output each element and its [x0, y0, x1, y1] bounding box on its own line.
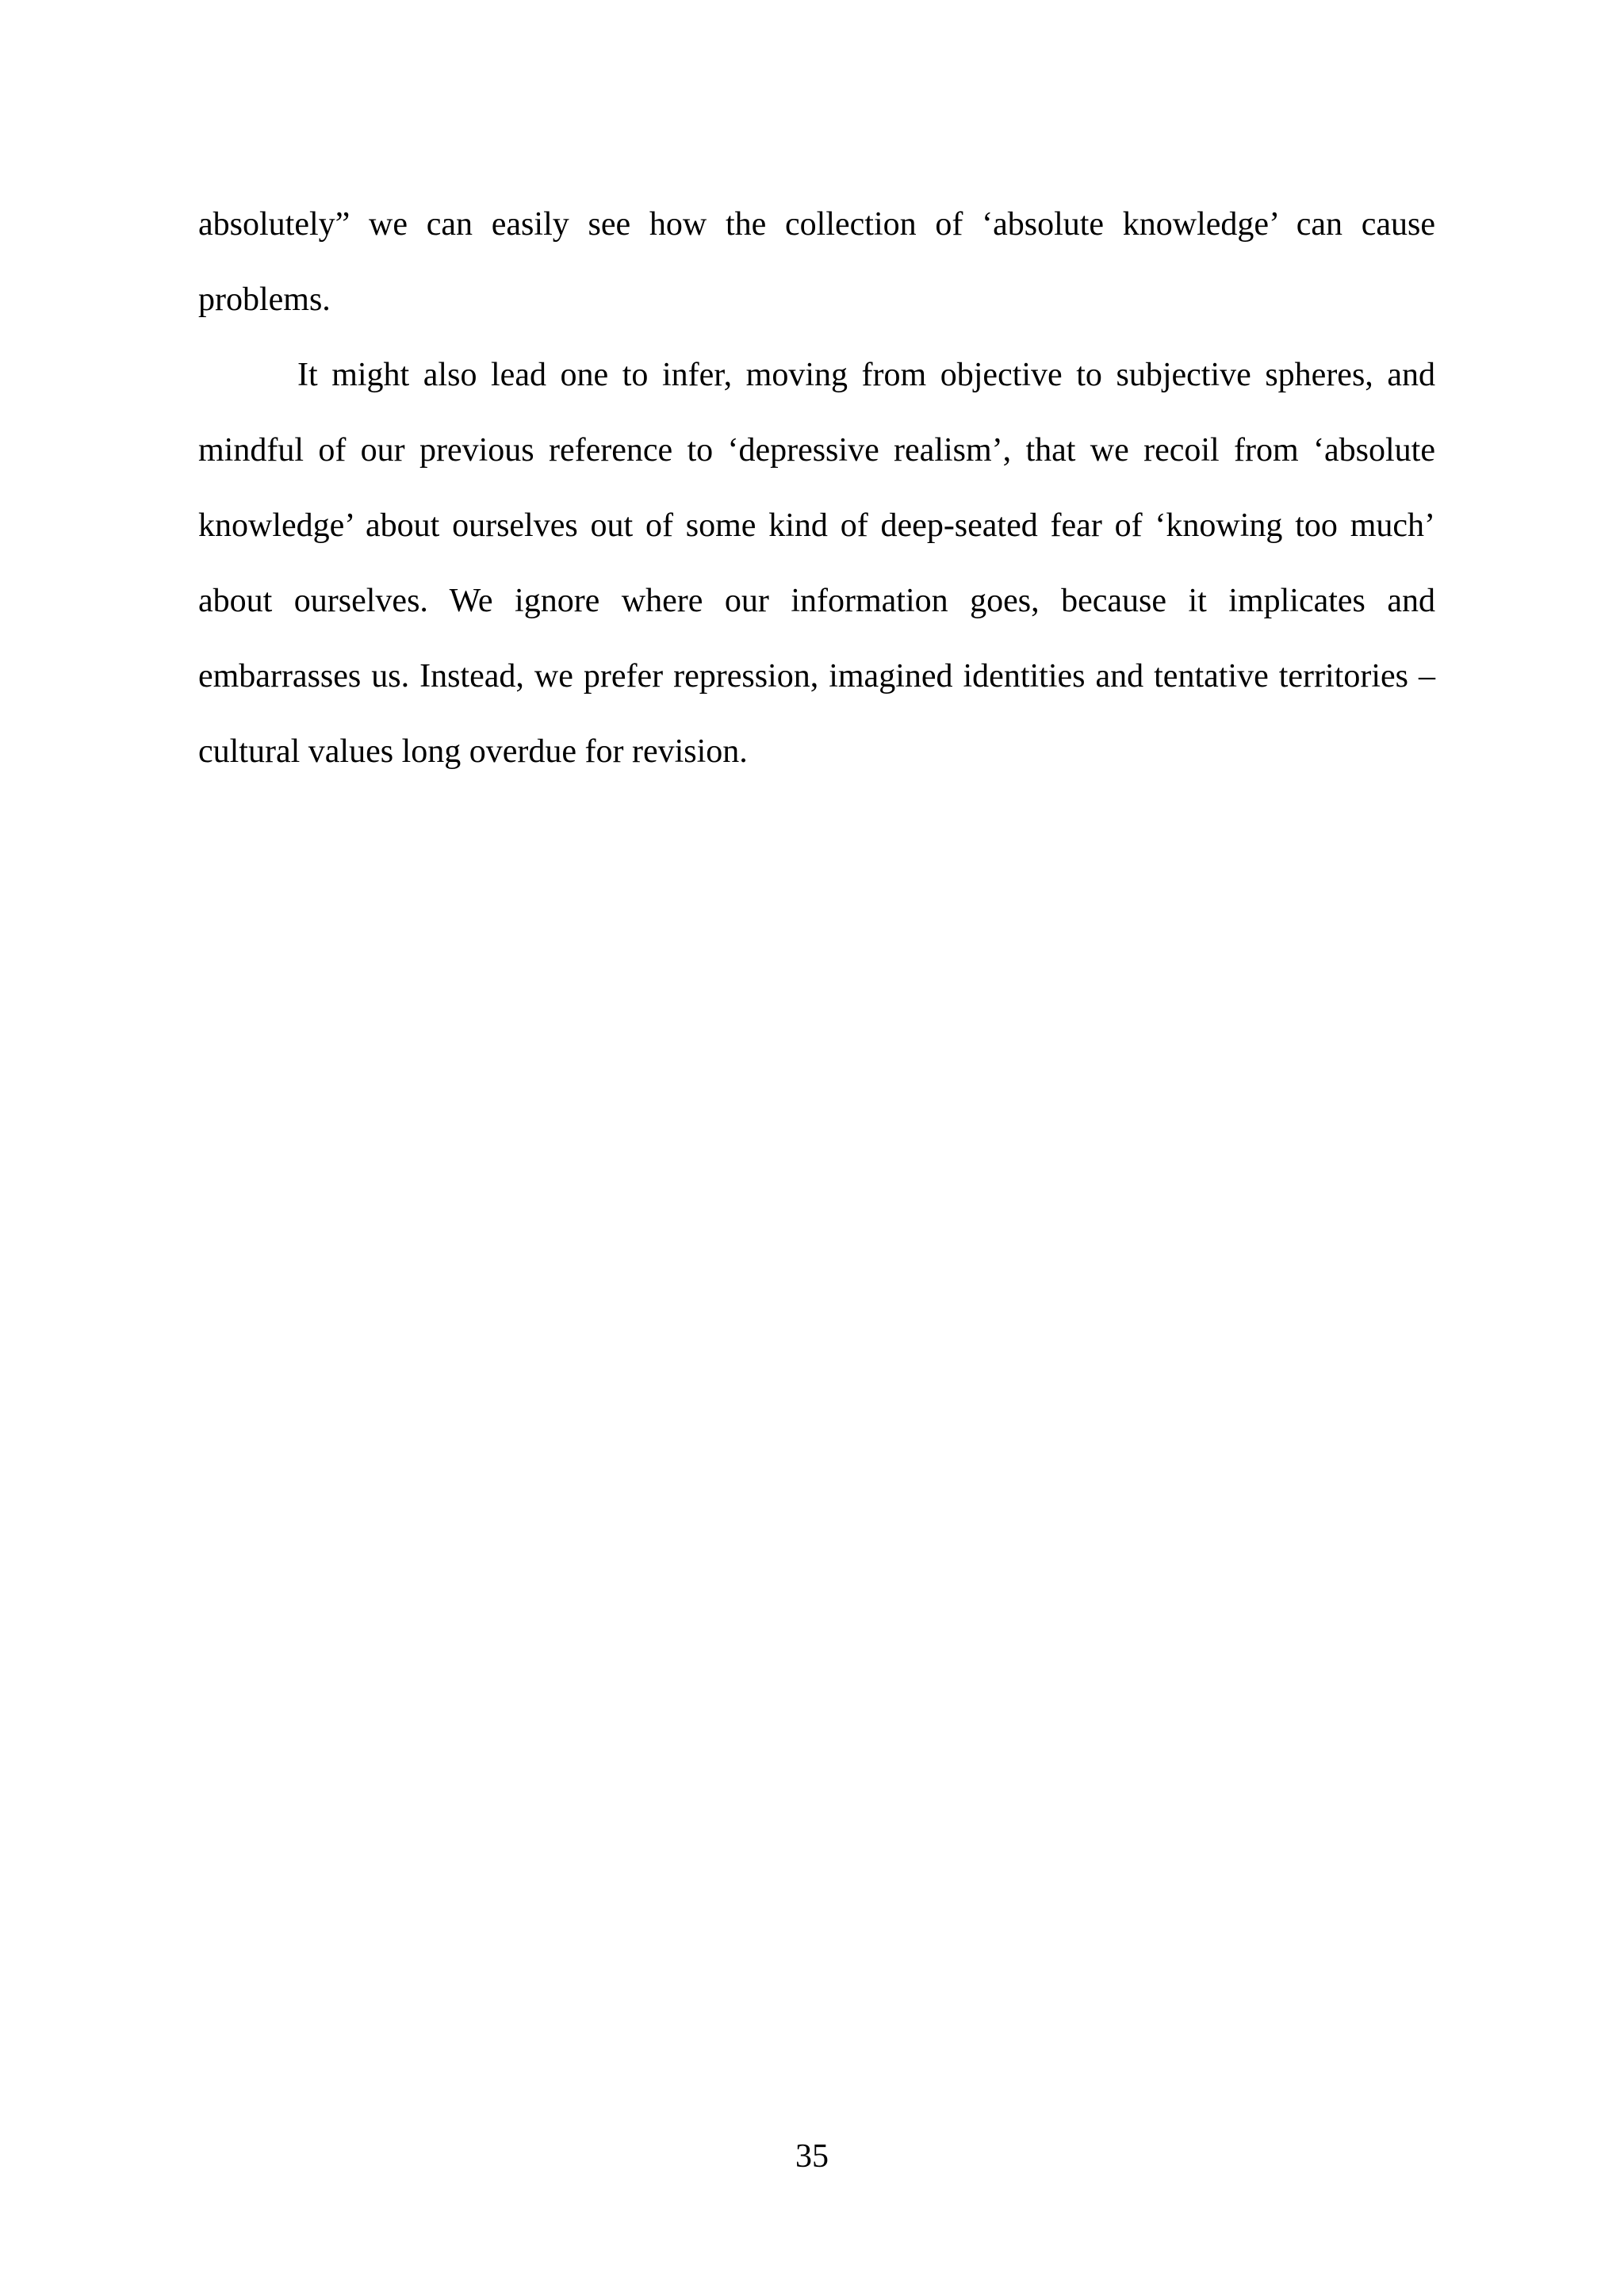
- paragraph-continuation: absolutely” we can easily see how the collection of ‘absolute knowledge’ can cause problems.: [198, 206, 1435, 318]
- page-number: 35: [795, 2138, 829, 2175]
- body-text: [198, 187, 1435, 790]
- paragraph: It might also lead one to infer, moving from objective to subjective spheres, and mindful of our previous reference to ‘depressive realism’, that we recoil from ‘absolute knowledge’ about ourselves out of some kind of deep-seated fear of ‘knowing too much’ about ourselves. We ignore where our information goes, because it implicates and embarrasses us. Instead, we prefer repression, imagined identities and tentative territories – cultural values long overdue for revision.: [198, 357, 1435, 770]
